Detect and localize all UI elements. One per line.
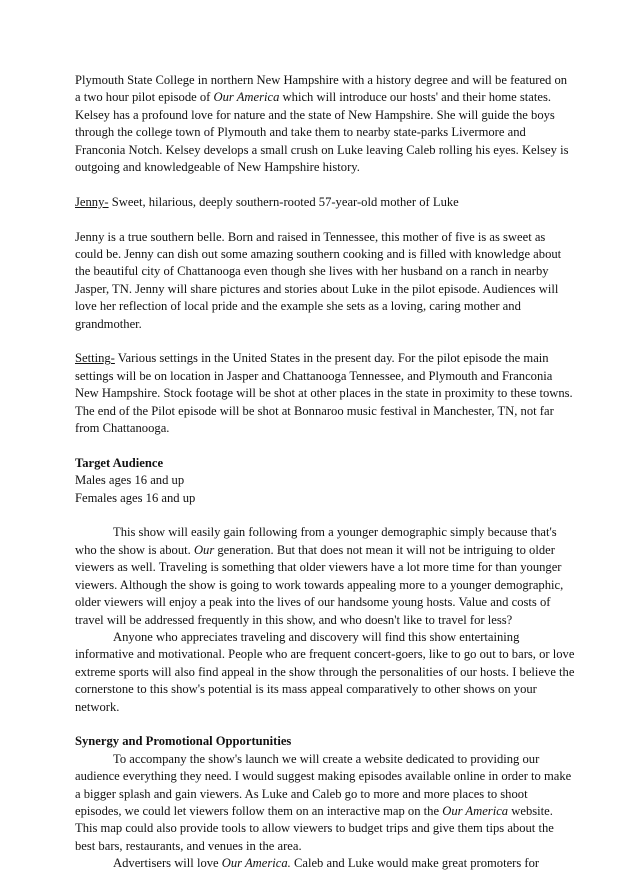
target-paragraph-2: Anyone who appreciates traveling and discovery will find this show entertaining informative and motivational. People who are frequent concert-goers, like to go out to bars, or love extreme sports will also find appeal in the show through the personalities of our hosts. I believe the cornerstone to this show's potential is its mass appeal comparatively to other shows on your network. bbox=[75, 629, 575, 714]
intro-text-1: Plymouth State College in northern New Hampshire with a history degree and will be featured on a two hour pilot episode of bbox=[75, 73, 568, 105]
setting-text: Various settings in the United States in the present day. For the pilot episode the main settings will be on location in Jasper and Chattanooga Tennessee, and Plymouth and Franconia New Hampshire. Stock footage will be shot at other places in the state in proximity to these towns. The end of the Pilot episode will be shot at Bonnaroo music festival in Manchester, TN, not far from Chattanooga. bbox=[75, 351, 573, 436]
synergy-heading: Synergy and Promotional Opportunities bbox=[75, 734, 292, 749]
document-body bbox=[75, 72, 575, 873]
jenny-tagline-paragraph bbox=[75, 194, 575, 211]
target-para1-italic: Our bbox=[193, 542, 215, 557]
show-title-italic: Our America bbox=[213, 90, 280, 105]
synergy-paragraph-2 bbox=[75, 855, 575, 872]
intro-paragraph bbox=[75, 72, 575, 176]
synergy-para2-b: Caleb and Luke would make great promoters for bbox=[290, 856, 540, 871]
target-audience-females: Females ages 16 and up bbox=[75, 490, 196, 505]
target-para1-a: This show will easily gain following from a younger demographic simply because that's who the show is about. bbox=[75, 525, 557, 557]
synergy-para1-italic: Our America bbox=[442, 803, 509, 818]
jenny-label: Jenny- bbox=[75, 194, 109, 209]
synergy-paragraph-1 bbox=[75, 751, 575, 855]
intro-text-2: which will introduce our hosts' and their home states. Kelsey has a profound love for nature and the state of New Hampshire. She will guide the boys through the college town of Plymouth and take them to nearby state-parks Livermore and Franconia Notch. Kelsey develops a small crush on Luke leaving Caleb rolling his eyes. Kelsey is outgoing and knowledgeable of New Hampshire history. bbox=[75, 90, 569, 175]
synergy-para1-b: website. This map could also provide tools to allow viewers to budget trips and give them tips about the best bars, restaurants, and venues in the area. bbox=[75, 803, 554, 853]
setting-paragraph bbox=[75, 350, 575, 437]
jenny-tagline: Sweet, hilarious, deeply southern-rooted 57-year-old mother of Luke bbox=[108, 194, 459, 209]
target-audience-males: Males ages 16 and up bbox=[75, 473, 185, 488]
jenny-bio-paragraph: Jenny is a true southern belle. Born and raised in Tennessee, this mother of five is as sweet as could be. Jenny can dish out some amazing southern cooking and is filled with knowledge about the beautiful city of Chattanooga even though she lives with her husband on a ranch in nearby Jasper, TN. Jenny will share pictures and stories about Luke in the pilot episode. Audiences will love her reflection of local pride and the example she sets as a loving, caring mother and grandmother. bbox=[75, 229, 562, 331]
setting-label: Setting- bbox=[75, 351, 115, 366]
synergy-para2-a: Advertisers will love bbox=[113, 856, 222, 871]
target-paragraph-1 bbox=[75, 524, 575, 628]
target-para1-b: generation. But that does not mean it will not be intriguing to older viewers as well. Traveling is something that older viewers have a lot more time for than younger viewers. Although the show is going to work towards appealing more to a younger demographic, older viewers will enjoy a peak into the lives of our handsome young hosts. Value and costs of travel will be addressed frequently in this show, and who doesn't like to travel for less? bbox=[75, 542, 564, 627]
target-audience-heading: Target Audience bbox=[75, 455, 164, 470]
target-audience-block bbox=[75, 455, 575, 507]
synergy-para1-a: To accompany the show's launch we will create a website dedicated to providing our audience everything they need. I would suggest making episodes available online in order to make a bigger splash and gain viewers. As Luke and Caleb go to more and more places to shoot episodes, we could let viewers follow them on an interactive map on the bbox=[75, 751, 572, 818]
synergy-para2-italic: Our America. bbox=[221, 856, 291, 871]
